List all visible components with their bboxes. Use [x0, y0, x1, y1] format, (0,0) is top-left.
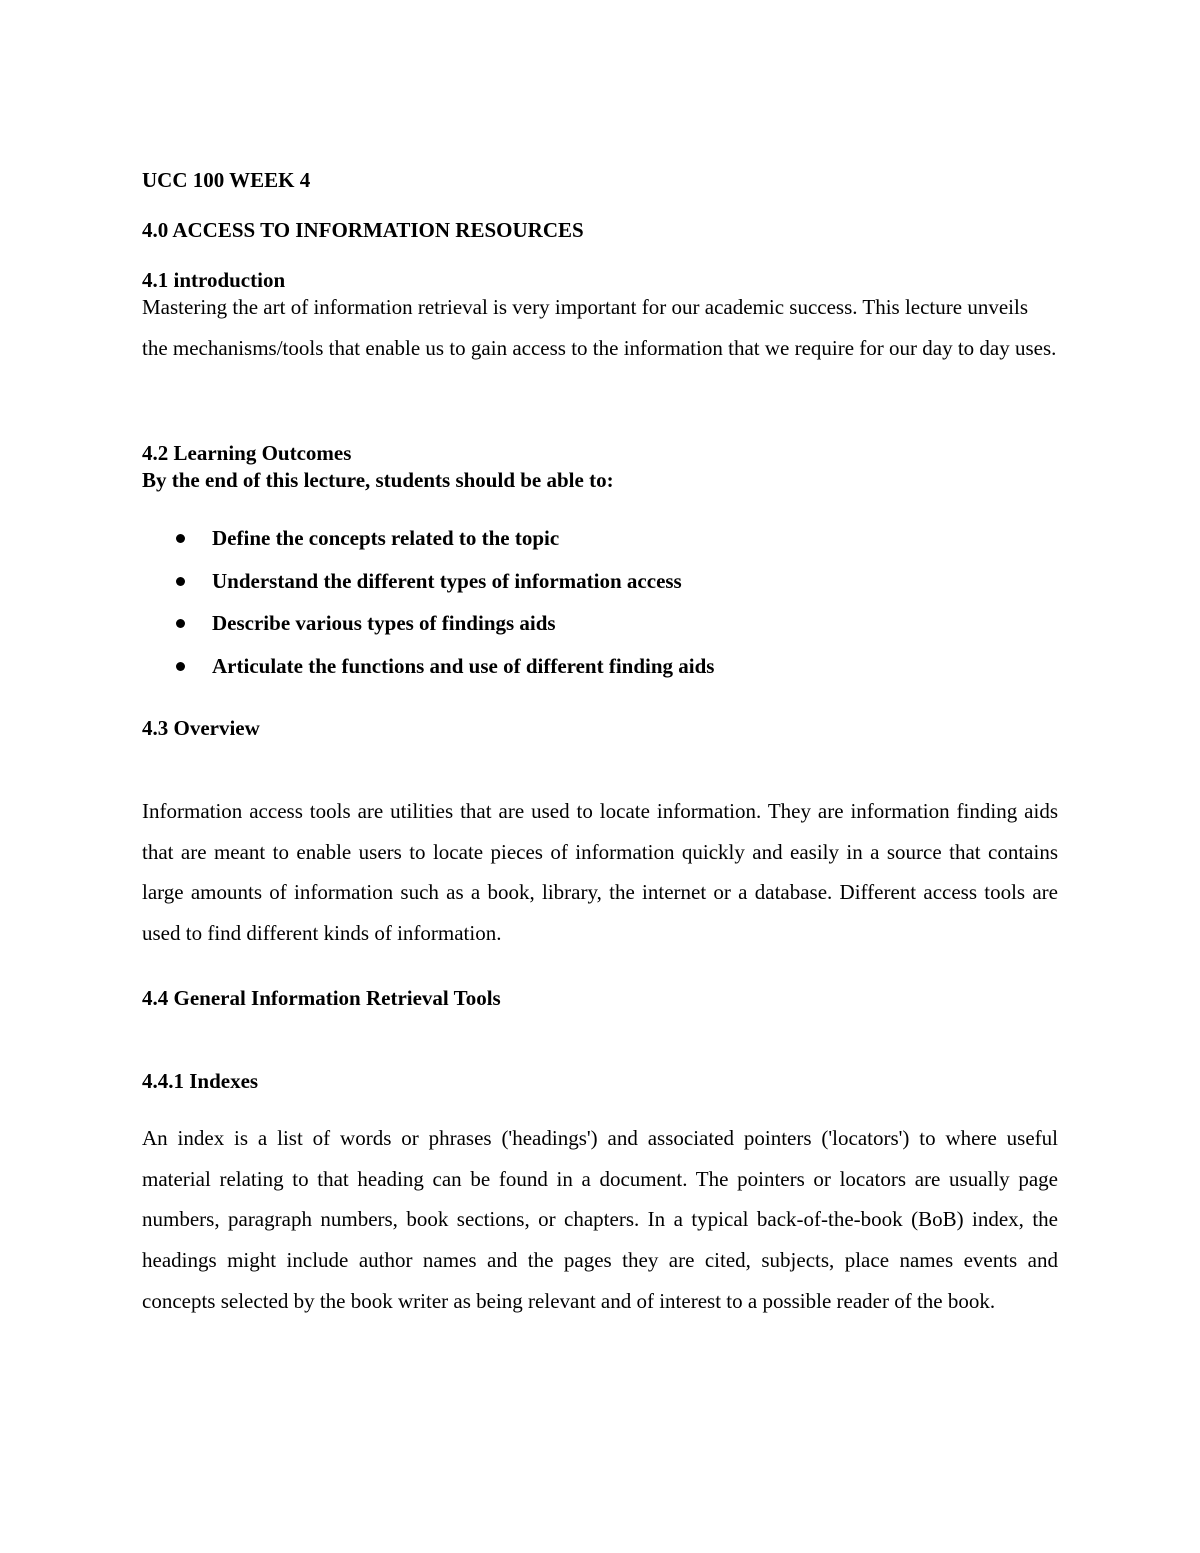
indexes-paragraph: An index is a list of words or phrases ('headings') and associated pointers ('locators') to where useful material relating to that heading can be found in a document. The pointers or locators are usually page numbers, paragraph numbers, book sections, or chapters. In a typical back-of-the-book (BoB) index, the headings might include author names and the pages they are cited, subjects, place names events and concepts selected by the book writer as being relevant and of interest to a possible reader of the book.: [142, 1126, 1058, 1313]
bullet-icon: [176, 662, 185, 671]
overview-heading: 4.3 Overview: [142, 716, 260, 740]
general-tools-heading: 4.4 General Information Retrieval Tools: [142, 986, 501, 1010]
list-item: Define the concepts related to the topic: [142, 521, 714, 564]
intro-heading: 4.1 introduction: [142, 268, 286, 292]
bullet-icon: [176, 619, 185, 628]
outcomes-lead: By the end of this lecture, students should be able to:: [142, 468, 614, 492]
list-item: Understand the different types of information access: [142, 564, 714, 607]
outcomes-list: [142, 521, 714, 691]
overview-paragraph: Information access tools are utilities that are used to locate information. They are information finding aids that are meant to enable users to locate pieces of information quickly and easily in a source that contains large amounts of information such as a book, library, the internet or a database. Different access tools are used to find different kinds of information.: [142, 799, 1058, 946]
indexes-heading: 4.4.1 Indexes: [142, 1069, 259, 1093]
intro-paragraph: Mastering the art of information retrieval is very important for our academic success. This lecture unveils the mechanisms/tools that enable us to gain access to the information that we require for our day to day uses.: [142, 295, 1057, 360]
bullet-icon: [176, 534, 185, 543]
outcomes-heading: 4.2 Learning Outcomes: [142, 441, 352, 465]
section-title: 4.0 ACCESS TO INFORMATION RESOURCES: [142, 218, 584, 242]
bullet-icon: [176, 577, 185, 586]
list-item: Articulate the functions and use of different finding aids: [142, 649, 714, 692]
list-item: Describe various types of findings aids: [142, 606, 714, 649]
week-title: UCC 100 WEEK 4: [142, 168, 311, 192]
